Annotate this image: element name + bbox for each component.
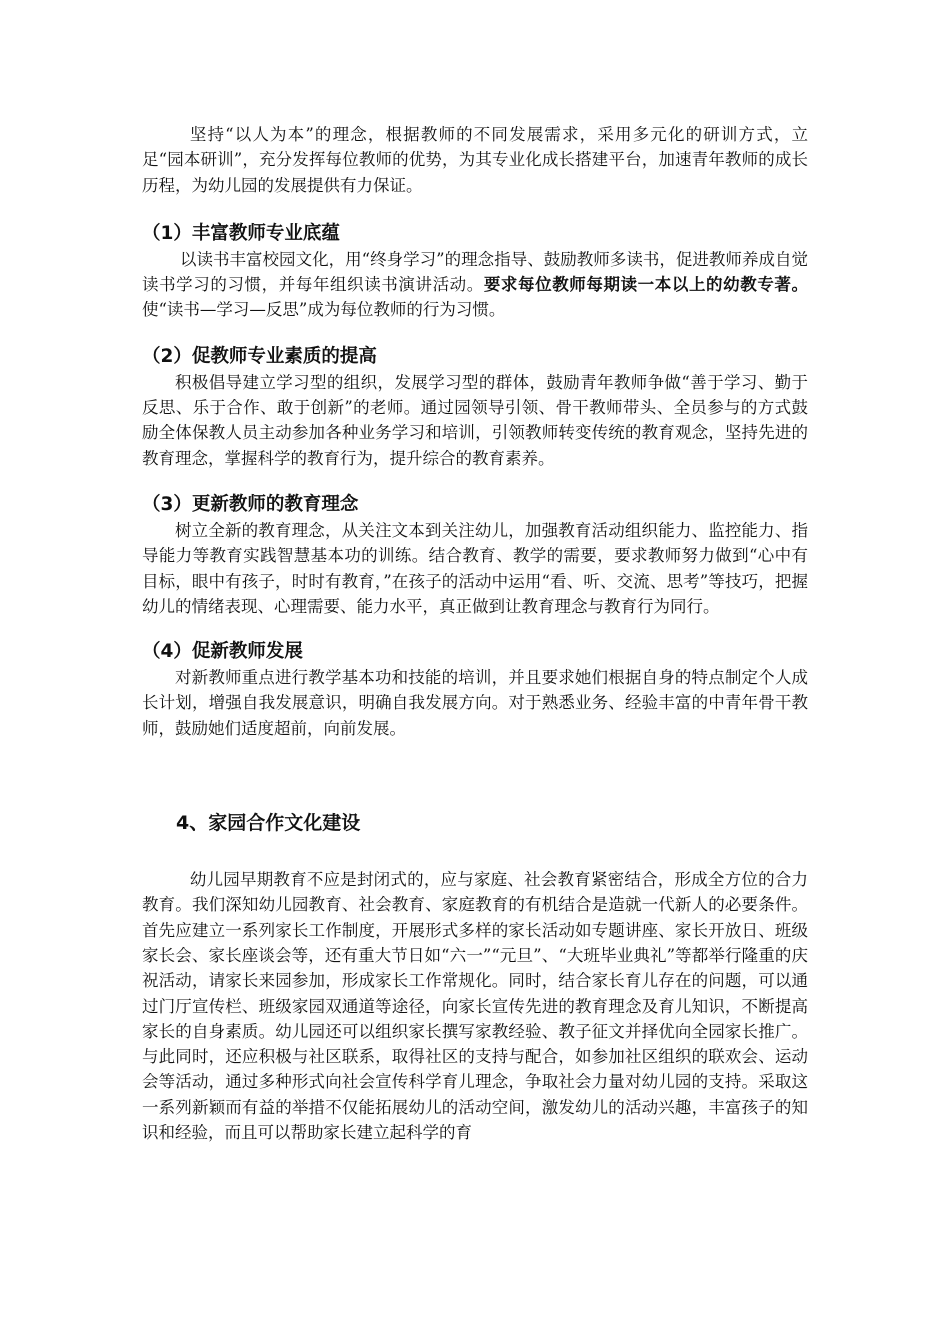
- section-heading-home-school: 4、家园合作文化建设: [176, 812, 361, 835]
- section-1-text-b: 使“读书—学习—反思”成为每位教师的行为习惯。: [142, 300, 506, 320]
- section-heading-3: （3）更新教师的教育理念: [142, 493, 359, 515]
- section-heading-1: （1）丰富教师专业底蕴: [142, 222, 340, 244]
- section-heading-2: （2）促教师专业素质的提高: [142, 345, 377, 367]
- section-paragraph-1: [142, 247, 808, 323]
- section-heading-4: （4）促新教师发展: [142, 641, 303, 663]
- section-paragraph-4: 对新教师重点进行教学基本功和技能的培训，并且要求她们根据自身的特点制定个人成长计划，增强自我发展意识，明确自我发展方向。对于熟悉业务、经验丰富的中青年骨干教师，鼓励她们适度超前，向前发展。: [142, 668, 808, 738]
- intro-paragraph: 坚持“以人为本”的理念，根据教师的不同发展需求，采用多元化的研训方式，立足“园本研训”，充分发挥每位教师的优势，为其专业化成长搭建平台，加速青年教师的成长历程，为幼儿园的发展提供有力保证。: [142, 125, 808, 195]
- section-1-bold-requirement: 要求每位教师每期读一本以上的幼教专著。: [483, 275, 809, 295]
- section-paragraph-2: 积极倡导建立学习型的组织，发展学习型的群体，鼓励青年教师争做“善于学习、勤于反思、乐于合作、敢于创新”的老师。通过园领导引领、骨干教师带头、全员参与的方式鼓励全体保教人员主动参加各种业务学习和培训，引领教师转变传统的教育观念，坚持先进的教育理念，掌握科学的教育行为，提升综合的教育素养。: [142, 372, 808, 468]
- document-page: [142, 122, 808, 1145]
- section-paragraph-3: 树立全新的教育理念，从关注文本到关注幼儿，加强教育活动组织能力、监控能力、指导能力等教育实践智慧基本功的训练。结合教育、教学的需要，要求教师努力做到“心中有目标，眼中有孩子，时时有教育，”在孩子的活动中运用“看、听、交流、思考”等技巧，把握幼儿的情绪表现、心理需要、能力水平，真正做到让教育理念与教育行为同行。: [142, 520, 808, 616]
- section-paragraph-home-school: 幼儿园早期教育不应是封闭式的，应与家庭、社会教育紧密结合，形成全方位的合力教育。我们深知幼儿园教育、社会教育、家庭教育的有机结合是造就一代新人的必要条件。首先应建立一系列家长工作制度，开展形式多样的家长活动如专题讲座、家长开放日、班级家长会、家长座谈会等，还有重大节日如“六一”“元旦”、“大班毕业典礼”等都举行隆重的庆祝活动，请家长来园参加，形成家长工作常规化。同时，结合家长育儿存在的问题，可以通过门厅宣传栏、班级家园双通道等途径，向家长宣传先进的教育理念及育儿知识，不断提高家长的自身素质。幼儿园还可以组织家长撰写家教经验、教子征文并择优向全园家长推广。与此同时，还应积极与社区联系，取得社区的支持与配合，如参加社区组织的联欢会、运动会等活动，通过多种形式向社会宣传科学育儿理念，争取社会力量对幼儿园的支持。采取这一系列新颖而有益的举措不仅能拓展幼儿的活动空间，激发幼儿的活动兴趣，丰富孩子的知识和经验，而且可以帮助家长建立起科学的育: [142, 870, 808, 1143]
- section-1-text-a: 以读书丰富校园文化，用“终身学习”的理念指导、鼓励教师多读书，促进教师养成自觉读书学习的习惯，并每年组织读书演讲活动。: [142, 249, 808, 295]
